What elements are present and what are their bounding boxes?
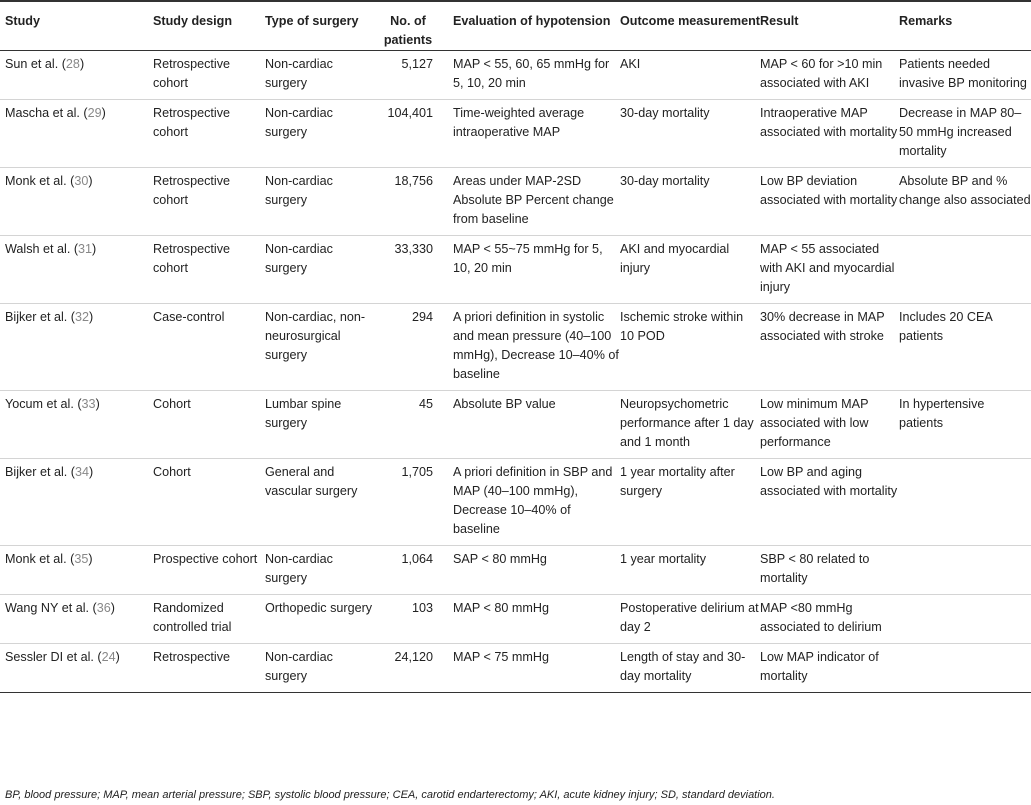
citation-link[interactable]: 29 [87, 106, 102, 120]
cell-result: Low BP and aging associated with mortality [760, 465, 898, 498]
cell-result: 30% decrease in MAP associated with stroke [760, 310, 885, 343]
table-row [0, 644, 1031, 693]
table-row [0, 236, 1031, 304]
cell-study-design: Retrospective cohort [153, 174, 230, 207]
cell-no-of-patients: 1,064 [401, 552, 433, 566]
citation-link[interactable]: 24 [101, 650, 116, 664]
cell-study-design: Retrospective cohort [153, 242, 230, 275]
study-name: Yocum et al. [5, 397, 74, 411]
citation-link[interactable]: 35 [74, 552, 89, 566]
study-name: Walsh et al. [5, 242, 71, 256]
cell-study-design: Prospective cohort [153, 552, 258, 566]
cell-type-of-surgery: Orthopedic surgery [265, 601, 373, 615]
cell-outcome-measurement: Neuropsychometric performance after 1 day and 1 month [620, 397, 754, 449]
header-no-of-patients: No. of patients [375, 1, 449, 51]
table-row [0, 459, 1031, 546]
cell-type-of-surgery: Non-cardiac, non-neurosurgical surgery [265, 310, 366, 362]
citation-link[interactable]: 28 [65, 57, 80, 71]
header-remarks: Remarks [899, 1, 1031, 51]
cell-type-of-surgery: General and vascular surgery [265, 465, 358, 498]
study-name: Sun et al. [5, 57, 59, 71]
cell-remarks: Absolute BP and % change also associated [899, 174, 1031, 207]
header-study-design: Study design [153, 1, 265, 51]
table-row [0, 546, 1031, 595]
citation-link[interactable]: 30 [74, 174, 89, 188]
cell-remarks: In hypertensive patients [899, 397, 985, 430]
header-study: Study [0, 1, 153, 51]
cell-no-of-patients: 24,120 [394, 650, 433, 664]
cell-study: Walsh et al. (31) [5, 242, 97, 256]
cell-type-of-surgery: Non-cardiac surgery [265, 106, 333, 139]
cell-type-of-surgery: Non-cardiac surgery [265, 650, 333, 683]
cell-no-of-patients: 18,756 [394, 174, 433, 188]
table-row [0, 304, 1031, 391]
cell-evaluation-of-hypotension: MAP < 75 mmHg [453, 650, 550, 664]
study-name: Sessler DI et al. [5, 650, 94, 664]
cell-remarks: Patients needed invasive BP monitoring [899, 57, 1027, 90]
citation-link[interactable]: 33 [81, 397, 96, 411]
table-row [0, 51, 1031, 100]
cell-study-design: Case-control [153, 310, 225, 324]
cell-evaluation-of-hypotension: Absolute BP value [453, 397, 556, 411]
cell-study: Mascha et al. (29) [5, 106, 106, 120]
header-row [0, 1, 1031, 51]
header-type-of-surgery: Type of surgery [265, 1, 375, 51]
citation-link[interactable]: 31 [78, 242, 93, 256]
cell-study: Bijker et al. (32) [5, 310, 94, 324]
cell-result: MAP < 55 associated with AKI and myocardial injury [760, 242, 895, 294]
cell-outcome-measurement: AKI [620, 57, 641, 71]
cell-study: Bijker et al. (34) [5, 465, 94, 479]
table-header [0, 1, 1031, 51]
study-name: Bijker et al. [5, 465, 68, 479]
table-row [0, 100, 1031, 168]
cell-type-of-surgery: Lumbar spine surgery [265, 397, 342, 430]
study-name: Bijker et al. [5, 310, 68, 324]
cell-outcome-measurement: 1 year mortality after surgery [620, 465, 735, 498]
cell-outcome-measurement: 30-day mortality [620, 106, 710, 120]
cell-evaluation-of-hypotension: MAP < 55, 60, 65 mmHg for 5, 10, 20 min [453, 57, 610, 90]
cell-study: Sun et al. (28) [5, 57, 85, 71]
cell-result: SBP < 80 related to mortality [760, 552, 870, 585]
cell-result: Low BP deviation associated with mortality [760, 174, 898, 207]
study-name: Mascha et al. [5, 106, 80, 120]
cell-remarks [899, 236, 1031, 304]
cell-remarks [899, 644, 1031, 693]
cell-no-of-patients: 33,330 [394, 242, 433, 256]
study-name: Monk et al. [5, 174, 67, 188]
cell-result: Low minimum MAP associated with low performance [760, 397, 869, 449]
cell-study: Monk et al. (35) [5, 552, 93, 566]
cell-type-of-surgery: Non-cardiac surgery [265, 552, 333, 585]
table-row [0, 168, 1031, 236]
cell-result: Low MAP indicator of mortality [760, 650, 879, 683]
cell-outcome-measurement: 30-day mortality [620, 174, 710, 188]
cell-no-of-patients: 294 [411, 310, 433, 324]
citation-link[interactable]: 34 [75, 465, 90, 479]
cell-evaluation-of-hypotension: Time-weighted average intraoperative MAP [453, 106, 585, 139]
header-evaluation-of-hypotension: Evaluation of hypotension [449, 1, 620, 51]
cell-study: Sessler DI et al. (24) [5, 650, 120, 664]
cell-study: Wang NY et al. (36) [5, 601, 115, 615]
cell-evaluation-of-hypotension: MAP < 55~75 mmHg for 5, 10, 20 min [453, 242, 603, 275]
study-name: Wang NY et al. [5, 601, 89, 615]
cell-no-of-patients: 45 [418, 397, 433, 411]
cell-type-of-surgery: Non-cardiac surgery [265, 57, 333, 90]
cell-remarks [899, 595, 1031, 644]
cell-evaluation-of-hypotension: A priori definition in systolic and mean pressure (40–100 mmHg), Decrease 10–40% of baseline [453, 310, 619, 381]
cell-outcome-measurement: AKI and myocardial injury [620, 242, 730, 275]
cell-study-design: Retrospective cohort [153, 57, 230, 90]
cell-no-of-patients: 103 [411, 601, 433, 615]
cell-result: MAP < 60 for >10 min associated with AKI [760, 57, 883, 90]
cell-remarks [899, 546, 1031, 595]
cell-study-design: Cohort [153, 397, 191, 411]
cell-outcome-measurement: Length of stay and 30-day mortality [620, 650, 746, 683]
header-outcome-measurement: Outcome measurement [620, 1, 760, 51]
cell-evaluation-of-hypotension: A priori definition in SBP and MAP (40–100 mmHg), Decrease 10–40% of baseline [453, 465, 613, 536]
cell-evaluation-of-hypotension: MAP < 80 mmHg [453, 601, 550, 615]
cell-remarks [899, 459, 1031, 546]
cell-study: Yocum et al. (33) [5, 397, 100, 411]
cell-study-design: Cohort [153, 465, 191, 479]
cell-type-of-surgery: Non-cardiac surgery [265, 242, 333, 275]
cell-outcome-measurement: Ischemic stroke within 10 POD [620, 310, 744, 343]
cell-study-design: Retrospective [153, 650, 230, 664]
cell-study: Monk et al. (30) [5, 174, 93, 188]
citation-link[interactable]: 32 [75, 310, 90, 324]
header-result: Result [760, 1, 899, 51]
table-row [0, 595, 1031, 644]
cell-type-of-surgery: Non-cardiac surgery [265, 174, 333, 207]
cell-outcome-measurement: Postoperative delirium at day 2 [620, 601, 759, 634]
cell-result: Intraoperative MAP associated with mortality [760, 106, 898, 139]
cell-study-design: Randomized controlled trial [153, 601, 232, 634]
cell-no-of-patients: 5,127 [401, 57, 433, 71]
cell-study-design: Retrospective cohort [153, 106, 230, 139]
cell-remarks: Decrease in MAP 80–50 mmHg increased mortality [899, 106, 1022, 158]
table-footnote: BP, blood pressure; MAP, mean arterial pressure; SBP, systolic blood pressure; CEA, carotid endarterectomy; AKI, acute kidney injury; SD, standard deviation. [5, 789, 775, 801]
cell-outcome-measurement: 1 year mortality [620, 552, 707, 566]
table-body [0, 51, 1031, 693]
cell-evaluation-of-hypotension: Areas under MAP-2SD Absolute BP Percent change from baseline [453, 174, 614, 226]
study-name: Monk et al. [5, 552, 67, 566]
citation-link[interactable]: 36 [96, 601, 111, 615]
cell-no-of-patients: 1,705 [401, 465, 433, 479]
table-row [0, 391, 1031, 459]
cell-result: MAP <80 mmHg associated to delirium [760, 601, 882, 634]
cell-no-of-patients: 104,401 [387, 106, 433, 120]
cell-evaluation-of-hypotension: SAP < 80 mmHg [453, 552, 547, 566]
cell-remarks: Includes 20 CEA patients [899, 310, 993, 343]
